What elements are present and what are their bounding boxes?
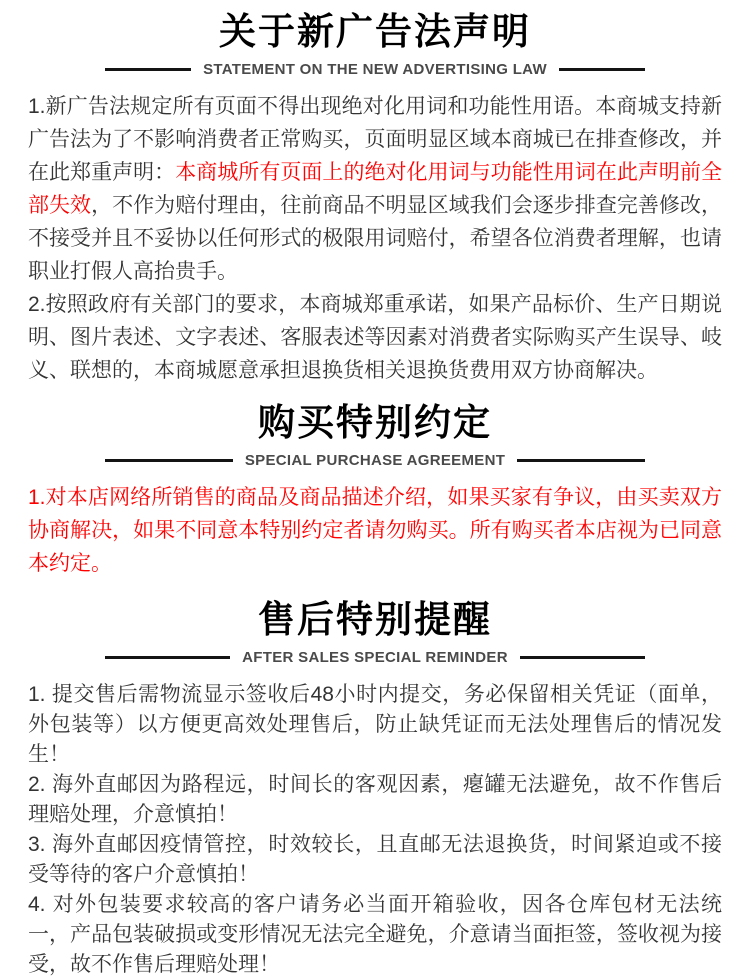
statement-paragraph-1-black-tail: ，不作为赔付理由，往前商品不明显区域我们会逐步排查完善修改，不接受并且不妥协以任何形式的极限用词赔付，希望各位消费者理解，也请职业打假人高抬贵手。	[28, 194, 722, 283]
subtitle-rule-left	[105, 459, 233, 462]
subtitle-rule-right	[520, 656, 645, 659]
aftersales-section-header	[28, 598, 722, 666]
aftersales-list	[28, 680, 722, 980]
statement-paragraph-1	[28, 90, 722, 288]
purchase-subtitle-row	[105, 452, 645, 469]
purchase-subtitle: SPECIAL PURCHASE AGREEMENT	[244, 452, 506, 469]
aftersales-subtitle-row	[105, 649, 645, 666]
aftersales-item-2: 2. 海外直邮因为路程远，时间长的客观因素，瘪罐无法避免，故不作售后理赔处理，介意慎拍！	[28, 773, 722, 826]
statement-title: 关于新广告法声明	[219, 11, 531, 52]
statement-paragraph-1-red-clause: 本商城所有页面上的绝对化用词与功能性用词在此声明前全部失效	[28, 161, 722, 217]
subtitle-rule-left	[105, 68, 191, 71]
aftersales-item-3: 3. 海外直邮因疫情管控，时效较长，且直邮无法退换货，时间紧迫或不接受等待的客户介意慎拍！	[28, 833, 722, 886]
purchase-section-header	[28, 401, 722, 469]
statement-paragraph-2: 2.按照政府有关部门的要求，本商城郑重承诺，如果产品标价、生产日期说明、图片表述、文字表述、客服表述等因素对消费者实际购买产生误导、岐义、联想的，本商城愿意承担退换货相关退换货费用双方协商解决。	[28, 293, 722, 382]
purchase-title: 购买特别约定	[258, 402, 492, 443]
statement-section-header	[28, 10, 722, 78]
statement-subtitle-row	[105, 61, 645, 78]
subtitle-rule-right	[559, 68, 645, 71]
purchase-paragraph: 1.对本店网络所销售的商品及商品描述介绍，如果买家有争议，由买卖双方协商解决，如果不同意本特别约定者请勿购买。所有购买者本店视为已同意本约定。	[28, 486, 722, 575]
statement-body	[28, 90, 722, 387]
aftersales-item-4: 4. 对外包装要求较高的客户请务必当面开箱验收，因各仓库包材无法统一，产品包装破损或变形情况无法完全避免，介意请当面拒签，签收视为接受，故不作售后理赔处理！	[28, 893, 722, 976]
statement-paragraph-1-black-lead: 1.新广告法规定所有页面不得出现绝对化用词和功能性用语。本商城支持新广告法为了不影响消费者正常购买，页面明显区域本商城已在排查修改，并在此郑重声明：	[28, 95, 722, 184]
subtitle-rule-left	[105, 656, 230, 659]
subtitle-rule-right	[517, 459, 645, 462]
aftersales-item-1: 1. 提交售后需物流显示签收后48小时内提交，务必保留相关凭证（面单，外包装等）以方便更高效处理售后，防止缺凭证而无法处理售后的情况发生！	[28, 683, 722, 766]
aftersales-subtitle: AFTER SALES SPECIAL REMINDER	[242, 649, 508, 666]
aftersales-title: 售后特别提醒	[258, 599, 492, 640]
statement-subtitle: STATEMENT ON THE NEW ADVERTISING LAW	[203, 61, 547, 78]
